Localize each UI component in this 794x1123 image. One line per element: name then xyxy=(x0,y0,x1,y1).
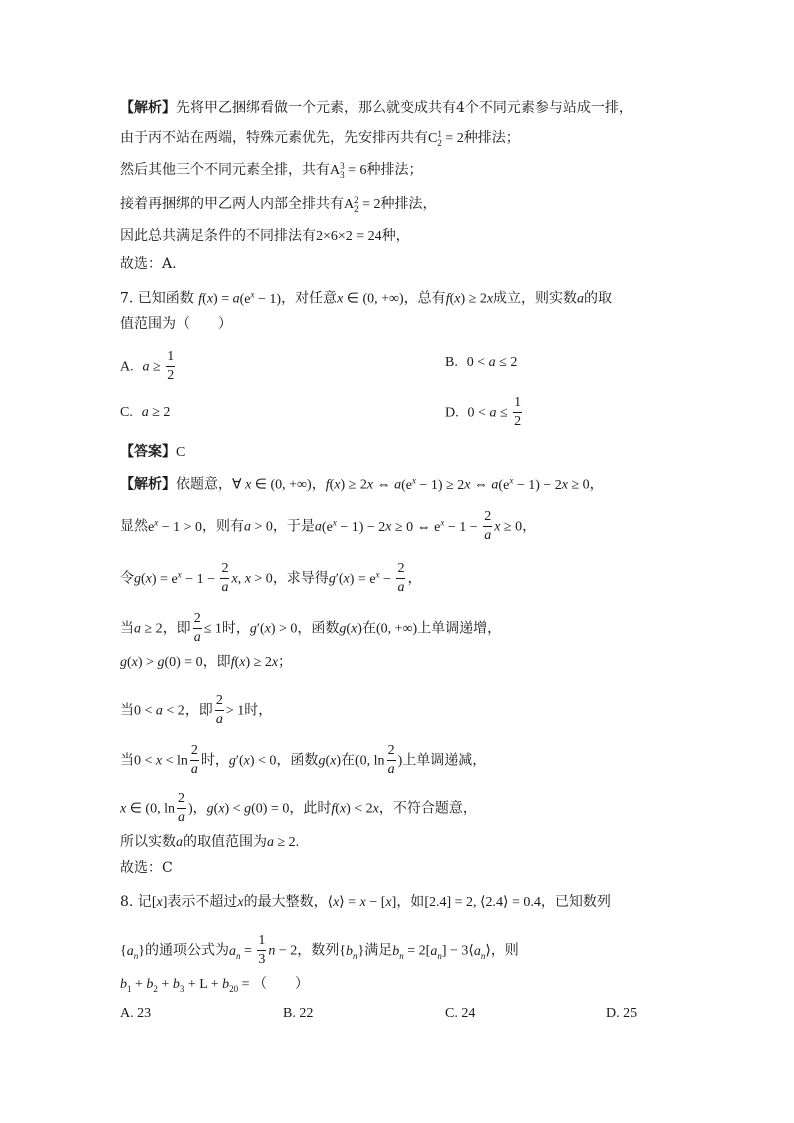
q7-s2b: ，则有 xyxy=(202,518,245,535)
q7-s4c: 时， xyxy=(221,620,250,637)
formula-a-3-3: A 3 3 = 6 xyxy=(330,160,367,180)
answer-value: C xyxy=(176,445,186,460)
q8-l1c: 的最大整数， xyxy=(243,894,328,910)
q8-l1b: 表示不超过 xyxy=(167,894,238,910)
q8-l2c: 满足 xyxy=(364,942,393,959)
q8-stem-line-3: $b_1 + b_2 + b_3 + L + b_{20}$ = （ ） xyxy=(120,977,310,994)
q8-l1a: 8. 记 xyxy=(120,894,152,910)
q7-s8a: ， xyxy=(192,800,207,817)
q7-s9a: 所以实数 xyxy=(120,834,176,850)
q6-text-5a: 因此总共满足条件的不同排法有 xyxy=(120,228,316,244)
answer-tag: 【答案】 xyxy=(120,444,176,460)
q7-s5a: ，即 xyxy=(202,654,231,670)
q7-analysis-line-3: 令$g(x) = e^x - 1$ − $\frac{2}{a}$ x, x > 0，求导得$g'(x) = e^x$ − $\frac{2}{a}$ ， xyxy=(120,561,422,595)
formula-a-2-2: A 2 2 = 2 xyxy=(344,194,381,214)
q7-s7b: 时， xyxy=(200,752,229,769)
q8-option-c: C. 24 xyxy=(445,1006,476,1021)
q7-stem-a: 7. 已知函数 xyxy=(120,290,194,307)
q6-analysis-line-1 xyxy=(120,98,633,118)
q8-l1d: ，如 xyxy=(396,894,425,910)
q7-analysis-line-4: 当a ≥ 2，即 $\frac{2}{a}$ ≤ 1时，g′(x) > 0，函数g(x)在(0, +∞)上单调递增， xyxy=(120,611,502,645)
q8-stem-line-2: $\{a_n\}$的通项公式为$a_n$ = $\frac{1}{3}$ n − 2，数列$\{b_n\}$满足$b_n = 2[a_n]$ − $3⟨a_n⟩$，则 xyxy=(120,933,519,967)
q8-l2a: 的通项公式为 xyxy=(144,942,229,959)
q7-s4a: 当 xyxy=(120,620,134,637)
q7-s4b: ，即 xyxy=(162,620,191,637)
q7-choice: 故选：C xyxy=(120,860,173,876)
q7-stem-b: ，对任意 xyxy=(281,290,338,307)
q7-s6c: 时， xyxy=(244,702,273,719)
q7-analysis-line-8: x ∈ (0, ln $\frac{2}{a}$ )，g(x) < g(0) = 0，此时f(x) < 2x，不符合题意， xyxy=(120,791,477,825)
q6-analysis-line-5 xyxy=(120,226,410,247)
q7-s8c: ，不符合题意， xyxy=(378,800,477,817)
q6-text-2a: 由于丙不站在两端，特殊元素优先，先安排丙共有 xyxy=(120,130,428,146)
q7-option-d: D. 0 < a ≤ $\frac{1}{2}$ xyxy=(445,395,522,429)
formula-c-2-1: C 1 2 = 2 xyxy=(428,128,464,148)
option-d-label: D. xyxy=(445,405,459,421)
q6-text-3b: 种排法； xyxy=(366,162,423,178)
q8-l2b: ，数列 xyxy=(297,942,340,959)
q7-stem-line-2: 值范围为（ ） xyxy=(120,316,232,332)
option-b-label: B. xyxy=(445,355,458,370)
q8-option-b: B. 22 xyxy=(283,1006,314,1021)
q7-analysis-line-7: 当0 < x < ln $\frac{2}{a}$ 时，g′(x) < 0，函数g(x)在(0, ln $\frac{2}{a}$ )上单调递减， xyxy=(120,743,487,777)
option-a-label: A. xyxy=(120,359,134,375)
q7-analysis-line-9: 所以实数a的取值范围为a ≥ 2. xyxy=(120,834,300,850)
q8-option-d: D. 25 xyxy=(606,1006,638,1021)
q6-analysis-line-4 xyxy=(120,194,437,215)
q7-stem-line-1: 7. 已知函数 $f(x) = a(e^x - 1)$，对任意x ∈ (0, +∞)，总有f(x) ≥ 2x成立，则实数a的取 xyxy=(120,289,613,307)
q7-s8b: ，此时 xyxy=(289,800,332,817)
q6-analysis-line-3 xyxy=(120,160,423,181)
q8-stem-line-1: 8. 记[x]表示不超过x的最大整数，⟨x⟩ = x − [x]，如[2.4] = 2, ⟨2.4⟩ = 0.4，已知数列 xyxy=(120,894,611,910)
analysis-tag: 【解析】 xyxy=(120,100,176,116)
q7-analysis-line-6: 当0 < a < 2，即 $\frac{2}{a}$ > 1时， xyxy=(120,693,273,727)
q7-analysis-line-5: g(x) > g(0) = 0，即f(x) ≥ 2x； xyxy=(120,654,293,670)
q7-s4d: ，函数 xyxy=(297,620,340,637)
formula-product: 2×6×2 = 24 xyxy=(316,229,382,244)
q7-answer xyxy=(120,442,185,463)
q7-s7e: 上单调递减， xyxy=(402,752,487,769)
q6-text-4b: 种排法， xyxy=(380,196,437,212)
q6-text-5b: 种， xyxy=(381,228,410,244)
q7-s7a: 当 xyxy=(120,752,134,769)
q6-choice: 故选：A. xyxy=(120,256,177,272)
q8-l1e: ，已知数列 xyxy=(540,894,611,910)
q7-analysis-line-1: 【解析】依题意，∀ x ∈ (0, +∞)，f(x) ≥ 2x ⇔ $a(e^x - 1) \ge 2x$ ⇔ $a(e^x - 1) - 2x \ge 0$， xyxy=(120,475,604,493)
q7-option-c: C. a ≥ 2 xyxy=(120,405,171,420)
q7-stem-c: ，总有 xyxy=(403,290,446,307)
q7-s1a: 依题意， xyxy=(176,476,232,493)
q7-analysis-line-2: 显然$e^x - 1 > 0$，则有a > 0，于是$a(e^x - 1) - 2x \ge 0$ ⇔ $e^x - 1$ − $\frac{2}{a}$ x ≥ 0， xyxy=(120,509,537,543)
q7-option-a: A. a ≥ $\frac{1}{2}$ xyxy=(120,349,175,383)
q6-text-4a: 接着再捆绑的甲乙两人内部全排共有 xyxy=(120,196,344,212)
q7-stem-d: 成立，则实数 xyxy=(493,290,578,307)
q7-s2c: ，于是 xyxy=(272,518,315,535)
q7-s7d: 在 xyxy=(341,752,355,769)
q7-s6b: ，即 xyxy=(184,702,213,719)
q8-option-a: A. 23 xyxy=(120,1006,152,1021)
q7-s4f: 上单调递增， xyxy=(417,620,502,637)
q7-option-b: B. 0 < a ≤ 2 xyxy=(445,355,518,370)
q8-l2d: ，则 xyxy=(490,942,519,959)
q7-s2a: 显然 xyxy=(120,518,148,535)
q6-text-1: 先将甲乙捆绑看做一个元素，那么就变成共有4个不同元素参与站成一排， xyxy=(176,100,633,116)
q7-s7c: ，函数 xyxy=(276,752,319,769)
q7-s9b: 的取值范围为 xyxy=(183,834,267,850)
q7-s3b: ，求导得 xyxy=(272,570,329,587)
q6-text-3a: 然后其他三个不同元素全排，共有 xyxy=(120,162,330,178)
formula-f-def: f xyxy=(198,291,203,307)
q6-text-2b: 种排法； xyxy=(463,130,520,146)
analysis-tag: 【解析】 xyxy=(120,476,176,493)
q7-stem-e: 的取 xyxy=(584,290,613,307)
q6-analysis-line-2 xyxy=(120,128,520,149)
q7-s3a: 令 xyxy=(120,570,134,587)
q7-s6a: 当 xyxy=(120,702,134,719)
option-c-label: C. xyxy=(120,405,133,420)
q7-s4e: 在 xyxy=(361,620,376,637)
